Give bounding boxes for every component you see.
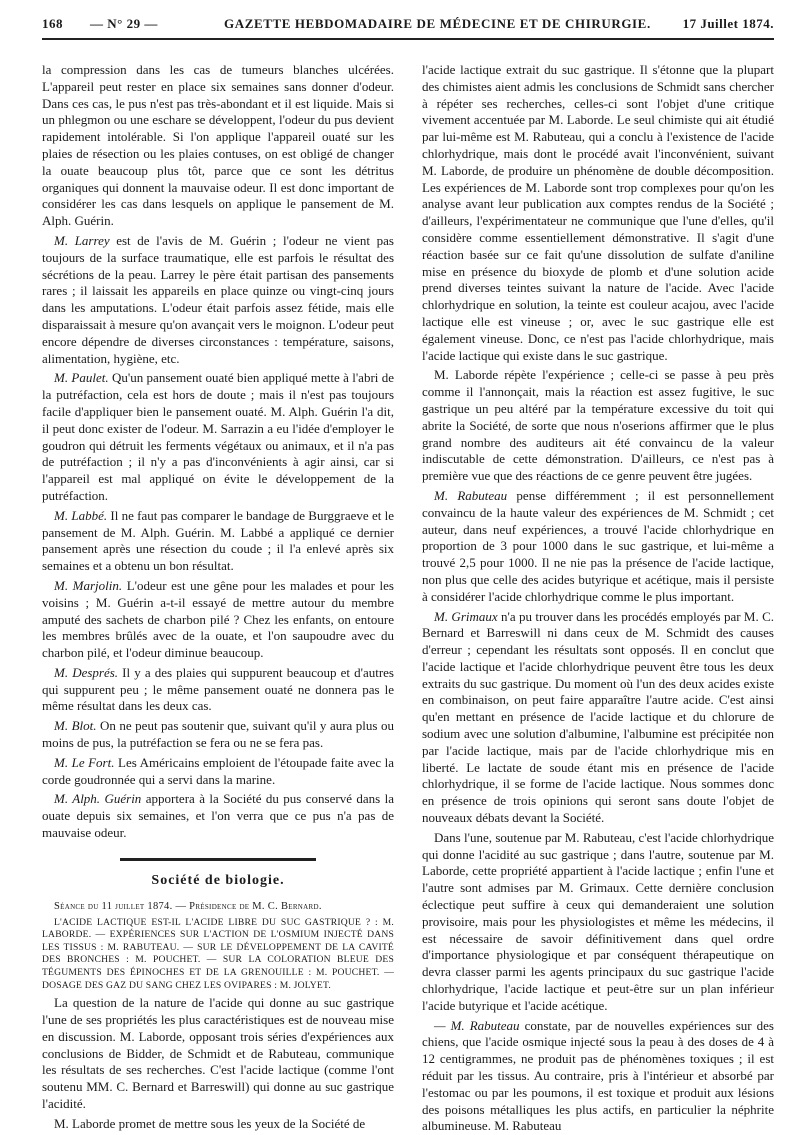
paragraph: [42, 755, 394, 789]
paragraph-text: est de l'avis de M. Guérin ; l'odeur ne vient pas toujours de la surface traumatique, elle est parfois le résultat des sécrétions de la peau. Larrey le père était partisan des pansements rares ; il laissait les appareils en place quinze ou vingt-cinq jours dans les amputations. L'odeur était parfois assez fétide, mais elle disparaissait à mesure qu'on avançait vers le moignon. L'odeur peut encore dépendre de diverses circonstances : température, saisons, alimentation, hygiène, etc.: [42, 232, 394, 366]
paragraph: [42, 665, 394, 715]
paragraph-text: apportera à la Société du pus conservé dans la ouate depuis six semaines, et l'on verra que ce pus n'a pas de mauvaise odeur.: [42, 791, 394, 841]
paragraph-text: Il ne faut pas comparer le bandage de Burggraeve et le pansement de M. Alph. Guérin. M. Labbé a appliqué ce dernier pansement après une résection du coude ; il l'a enlevé après six semaines et a obtenu un bon résultat.: [42, 507, 394, 574]
speaker-name: M. Marjolin.: [54, 577, 123, 593]
paragraph: la compression dans les cas de tumeurs blanches ulcérées. L'appareil peut rester en place six semaines sans donner d'odeur. Dans ces cas, le pus n'est pas très-abondant et il est liquide. Mais si un phlegmon ou une eschare se développent, l'odeur du pus devient rapidement intolérable. Si l'on applique l'appareil ouaté sur les plaies de résection ou les plaies contuses, on est obligé de changer la ouate beaucoup plus tôt, parce que ce sont les détritus organiques qui donnent la mauvaise odeur. Il est donc important de considérer les cas dans lesquels on applique le pansement de M. Alph. Guérin.: [42, 62, 394, 229]
right-column: [422, 62, 774, 1134]
speaker-name: M. Le Fort.: [54, 754, 115, 770]
paragraph-text: L'odeur est une gêne pour les malades et pour les voisins ; M. Guérin a-t-il essayé de mettre autour du membre amputé des sachets de charbon pilé ? Chez les enfants, on entoure les membres brûlés avec de la ouate, et l'on saupoudre avec du charbon pilé, et l'odeur diminue beaucoup.: [42, 577, 394, 661]
speaker-name: — M. Rabuteau: [434, 1017, 520, 1033]
paragraph: l'acide lactique extrait du suc gastrique. Il s'étonne que la plupart des chimistes aient admis les conclusions de Schmidt sans chercher à répéter ses recherches, celles-ci sont l'objet d'une critique vivement accentuée par M. Laborde. Le seul chimiste qui ait étudié par lui-même est M. Rabuteau, qui a conclu à l'existence de l'acide chlorhydrique, mais dont le procédé avait l'inconvénient, suivant M. Laborde, de produire un phénomène de double décomposition. Les expériences de M. Laborde sont trop complexes pour qu'on les analyse avant leur publication aux comptes rendus de la Société ; d'ailleurs, l'expérimentateur ne communique que l'une d'elles, qu'il considère comme essentiellement démonstrative. Il s'agit d'une réaction basée sur ce fait qu'une dissolution de sulfate d'aniline mise en présence du bioxyde de plomb et d'une solution acide prend diverses teintes suivant la nature de l'acide. Avec l'acide chlorhydrique en solution, la teinte est couleur acajou, avec l'acide lactique elle est vineuse ; or, avec le suc gastrique elle est également vineuse. Donc, ce n'est pas l'acide chlorhydrique, mais l'acide lactique qui existe dans le suc gastrique.: [422, 62, 774, 363]
speaker-name: M. Alph. Guérin: [54, 791, 142, 807]
paragraph: Dans l'une, soutenue par M. Rabuteau, c'est l'acide chlorhydrique qui donne l'acidité au suc gastrique ; dans l'autre, soutenue par M. Laborde, cette propriété appartient à l'acide lactique ; enfin l'une et l'autre sont admises par M. Grimaux. Cette dernière conclusion éclectique peut suffire à ceux qui demanderaient une solution provisoire, mais pour les physiologistes et même les médecins, il est nécessaire de savoir définitivement dans quel ordre d'importance physiologique et par conséquent thérapeutique on devra classer parmi les agents principaux du suc gastrique l'acide chlorhydrique, l'acide lactique et peut-être sur un plan inférieur l'acide butyrique et l'acide acétique.: [422, 829, 774, 1013]
newspaper-page: [42, 0, 774, 1134]
paragraph-text: Il y a des plaies qui suppurent beaucoup et d'autres qui suppurent peu ; le même pansement ouaté ne donnera pas le même résultat dans les deux cas.: [42, 664, 394, 714]
paragraph: [422, 609, 774, 827]
paragraph: M. Laborde répète l'expérience ; celle-ci se passe à peu près comme il l'annonçait, mais la réaction est assez fugitive, le suc gastrique un peu altéré par la température excessive du toit qui abrite la Société, de sorte que nous n'oserions affirmer que le plus grand nombre des auditeurs ait été convaincu de la valeur indiscutable de cette démonstration. D'ailleurs, ce n'est pas à première vue que des réactions de ce genre peuvent être jugées.: [422, 367, 774, 484]
speaker-name: M. Blot.: [54, 718, 97, 734]
paragraph-text: On ne peut pas soutenir que, suivant qu'il y aura plus ou moins de pus, la putréfaction se fera ou ne se fera pas.: [42, 718, 394, 751]
speaker-name: M. Paulet.: [54, 370, 109, 386]
section-title: Société de biologie.: [151, 872, 285, 888]
paragraph: [422, 1018, 774, 1135]
speaker-name: M. Després.: [54, 664, 119, 680]
left-column: [42, 62, 395, 1131]
section-divider: [120, 858, 316, 861]
issue-number: — N° 29 —: [90, 16, 158, 31]
speaker-name: M. Larrey: [54, 232, 110, 248]
paragraph: M. Laborde promet de mettre sous les yeux de la Société de: [54, 1115, 366, 1131]
speaker-name: M. Labbé.: [54, 507, 108, 523]
running-header: [42, 14, 774, 36]
paragraph-text: Les Américains emploient de l'étoupade faite avec la corde goudronnée qui a servi dans la marine.: [42, 754, 394, 787]
paragraph: [42, 370, 394, 504]
paragraph-text: pense différemment ; il est personnellement convaincu de la haute valeur des expériences de M. Schmidt ; cet auteur, dans neuf expériences, a trouvé l'acide chlorhydrique en proportion de 3 pour 1000 dans le suc gastrique, et lui-même a trouvé 2,5 pour 1000. Il ne nie pas la présence de l'acide lactique, non plus que celle des acides butyrique et acétique, mais il persiste à considérer l'acide chlorhydrique comme le plus important.: [422, 487, 774, 604]
session-line: Séance du 11 juillet 1874. — Présidence de M. C. Bernard.: [54, 900, 322, 912]
paragraph-text: Qu'un pansement ouaté bien appliqué mette à l'abri de la putréfaction, cela est hors de doute ; mais il n'est pas toujours facile d'appliquer bien le pansement ouaté. M. Alph. Guérin l'a dit, il peut donc exister de l'odeur. M. Sarrazin a eu l'idée d'employer le goudron qui détruit les ferments végétaux ou animaux, et il n'a pas de putréfaction ; il n'y a pas d'inconvénients à agir ainsi, car si l'appareil est mal appliqué on évite le développement de la putréfaction.: [42, 370, 395, 503]
journal-title: GAZETTE HEBDOMADAIRE DE MÉDECINE ET DE CHIRURGIE.: [224, 16, 651, 31]
paragraph: [42, 578, 394, 662]
paragraph: [422, 488, 774, 606]
paragraph: [42, 508, 394, 575]
paragraph: [42, 718, 394, 752]
speaker-name: M. Grimaux: [434, 608, 498, 624]
paragraph: [42, 791, 394, 841]
issue-date: 17 Juillet 1874.: [682, 16, 774, 31]
paragraph: La question de la nature de l'acide qui donne au suc gastrique l'une de ses propriétés les plus caractéristiques est de nouveau mise en discussion. M. Laborde, opposant trois séries d'expériences aux conclusions de Bidder, de Schmidt et de Rabuteau, communique les résultats de ses recherches. C'est l'acide lactique (comme l'ont soutenu MM. C. Bernard et Barreswill) qui donne au suc gastrique l'acidité.: [42, 995, 394, 1111]
page-number: 168: [42, 16, 63, 31]
session-summary: L'ACIDE LACTIQUE EST-IL L'ACIDE LIBRE DU SUC GASTRIQUE ? : M. LABORDE. — EXPÉRIENCES SUR L'ACTION DE L'OSMIUM INJECTÉ DANS LES TISSUS : M. RABUTEAU. — SUR LE DÉVELOPPEMENT DE LA CAVITÉ DES BRONCHES : M. POUCHET. — SUR LA COLORATION BLEUE DES TÉGUMENTS DES ÉPINOCHES ET DE LA GRENOUILLE : M. POUCHET. — DOSAGE DES GAZ DU SANG CHEZ LES OVIPARES : M. JOLYET.: [42, 916, 394, 991]
paragraph: [42, 233, 394, 367]
paragraph-text: n'a pu trouver dans les procédés employés par M. C. Bernard et Barreswill ni dans ceux de M. Schmidt des causes d'erreur ; cependant les résultats sont opposés. Il en conclut que l'acide lactique et l'acide chlorhydrique peuvent être tous les deux extraits du suc gastrique. Du moment où l'un des deux acides existe en combinaison, on peut faire apparaître l'autre acide. C'est ainsi qu'en mettant en présence de l'acide lactique et du chlorure de sodium avec une solution d'albumine, l'albumine est précipitée non par l'acide lactique, mais par de l'acide chlorhydrique mis en liberté. Le lactate de soude étant mis en présence de l'acide chlorhydrique, il se forme de l'acide lactique. Nous sommes donc en présence de trois opinions qui seront sans doute l'objet de nouveaux débats devant la Société.: [422, 608, 774, 826]
speaker-name: M. Rabuteau: [434, 487, 508, 503]
paragraph-text: constate, par de nouvelles expériences sur des chiens, que l'acide osmique injecté sous la peau à des doses de 4 à 12 centigrammes, ne produit pas de phénomènes toxiques ; il est réduit par les tissus. Au contraire, pris à l'intérieur et absorbé par l'estomac ou par les poumons, il est toxique et produit aux lésions des poisons métalliques les plus actifs, en particulier la néphrite albumineuse. M. Rabuteau: [422, 1017, 774, 1134]
header-rule: [42, 38, 774, 40]
